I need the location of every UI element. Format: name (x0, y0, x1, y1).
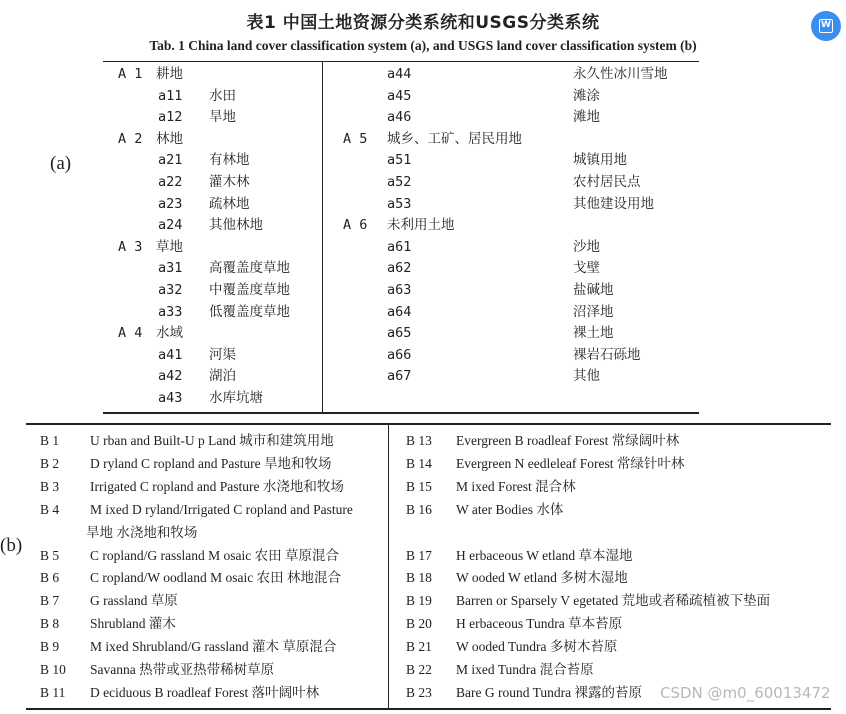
class-name: M ixed Forest 混合林 (456, 478, 576, 494)
watermark: CSDN @m0_60013472 (660, 684, 831, 702)
class-code: a45 (387, 87, 412, 104)
class-name: 灌木林 (209, 174, 250, 190)
class-name: 城镇用地 (573, 152, 627, 169)
class-code: B 23 (406, 684, 432, 700)
class-name: 水域 (156, 325, 183, 342)
class-name: 戈壁 (573, 260, 600, 277)
class-code: B 7 (40, 593, 60, 609)
class-name: D ryland C ropland and Pasture 旱地和牧场 (90, 455, 332, 471)
table-b-row (396, 658, 831, 681)
class-name: 滩涂 (573, 87, 600, 104)
class-name: Savanna 热带或亚热带稀树草原 (90, 662, 275, 677)
class-name: M ixed Tundra 混合苔原 (456, 662, 594, 677)
table-a-row (103, 172, 699, 193)
column-divider (388, 425, 389, 708)
class-code: B 3 (40, 478, 60, 494)
class-name: 水库坑塘 (209, 390, 263, 406)
class-name: M ixed Shrubland/G rassland 灌木 草原混合 (90, 639, 337, 655)
class-name: C ropland/W oodland M osaic 农田 林地混合 (90, 570, 341, 586)
table-b-row (26, 658, 386, 681)
table-b-row (26, 544, 386, 567)
class-code: B 8 (40, 616, 60, 632)
class-code: B 22 (406, 662, 432, 677)
table-b-row (396, 544, 831, 567)
class-name: 其他 (573, 368, 600, 385)
class-name: 草地 (156, 238, 183, 255)
table-b-row (396, 521, 831, 544)
class-name: 未利用土地 (387, 217, 455, 234)
class-code: a66 (387, 346, 412, 363)
class-code: a31 (158, 260, 183, 277)
class-code: B 10 (40, 662, 66, 677)
class-code: B 21 (406, 639, 432, 655)
table-b-row (26, 566, 386, 589)
class-code: a23 (158, 195, 183, 212)
class-code: a11 (158, 87, 183, 104)
table-a-row (103, 194, 699, 215)
class-code: a24 (158, 217, 183, 234)
class-code: B 18 (406, 570, 432, 586)
class-name: 沼泽地 (573, 303, 614, 320)
table-a-row (103, 280, 699, 301)
class-code: B 20 (406, 616, 432, 632)
class-code: a41 (158, 346, 183, 363)
class-code: a64 (387, 303, 412, 320)
class-name: 其他建设用地 (573, 195, 654, 212)
table-b-row (396, 452, 831, 475)
table-a-row (103, 86, 699, 107)
table-b-row (396, 566, 831, 589)
class-name: Bare G round Tundra 裸露的苔原 (456, 684, 642, 700)
class-name: H erbaceous Tundra 草本苔原 (456, 616, 623, 632)
class-name: 其他林地 (209, 217, 263, 234)
table-b-row (26, 521, 386, 544)
label-a: (a) (50, 153, 72, 174)
class-name: 中覆盖度草地 (209, 282, 290, 298)
class-code: a12 (158, 109, 183, 126)
class-name: 永久性冰川雪地 (573, 66, 668, 82)
class-code: a67 (387, 368, 412, 385)
class-code: A 5 (343, 130, 368, 147)
class-name: H erbaceous W etland 草本湿地 (456, 547, 633, 563)
class-code: B 4 (40, 501, 60, 517)
class-name: 农村居民点 (573, 174, 641, 190)
table-a-row (103, 237, 699, 258)
class-code: a52 (387, 174, 412, 190)
table-b-row (396, 612, 831, 635)
class-name: 裸土地 (573, 325, 614, 342)
class-name: 河渠 (209, 346, 236, 363)
class-name: U rban and Built-U p Land 城市和建筑用地 (90, 433, 334, 448)
class-name: G rassland 草原 (90, 593, 178, 609)
table-b-row (26, 429, 386, 452)
class-name: 水田 (209, 87, 236, 104)
class-name: 高覆盖度草地 (209, 260, 290, 277)
class-name: W ooded Tundra 多树木苔原 (456, 639, 618, 655)
word-icon[interactable] (811, 11, 841, 41)
table-b (26, 423, 831, 710)
class-name: Shrubland 灌木 (90, 616, 176, 632)
class-code: B 9 (40, 639, 60, 655)
table-b-row (396, 498, 831, 521)
table-a-row (103, 302, 699, 323)
table-b-row (26, 452, 386, 475)
class-name: 有林地 (209, 152, 250, 169)
class-name: 滩地 (573, 109, 600, 126)
class-code: B 11 (40, 684, 66, 700)
table-b-row (396, 429, 831, 452)
table-b-row (26, 475, 386, 498)
class-code: a62 (387, 260, 412, 277)
table-a-row (103, 366, 699, 387)
class-name: Irrigated C ropland and Pasture 水浇地和牧场 (90, 478, 344, 494)
word-icon-glyph: W (819, 19, 833, 33)
table-a-row (103, 64, 699, 85)
class-name: W ater Bodies 水体 (456, 501, 564, 517)
class-name: 低覆盖度草地 (209, 303, 290, 320)
class-code: a33 (158, 303, 183, 320)
class-name: 林地 (156, 130, 183, 147)
table-b-row (26, 681, 386, 704)
class-name: 疏林地 (209, 195, 250, 212)
class-name: 裸岩石砾地 (573, 346, 641, 363)
class-code: a22 (158, 174, 183, 190)
table-b-row (26, 589, 386, 612)
table-title-english: Tab. 1 China land cover classification system (a), and USGS land cover classification system (b) (149, 38, 697, 53)
class-code: a42 (158, 368, 183, 385)
class-code: B 13 (406, 433, 432, 448)
table-b-row (26, 498, 386, 521)
class-code: A 3 (118, 238, 143, 255)
class-name: Barren or Sparsely V egetated 荒地或者稀疏植被下垫面 (456, 593, 771, 609)
label-b: (b) (0, 535, 23, 556)
class-code: A 2 (118, 130, 143, 147)
class-code: A 6 (343, 217, 368, 234)
class-code: A 1 (118, 66, 143, 82)
class-code: B 19 (406, 593, 432, 609)
class-name: 沙地 (573, 238, 600, 255)
class-code: B 2 (40, 455, 60, 471)
table-b-row (396, 589, 831, 612)
class-code: B 17 (406, 547, 432, 563)
class-code: B 16 (406, 501, 432, 517)
class-name: 湖泊 (209, 368, 236, 385)
table-a-row (103, 215, 699, 236)
class-code: a61 (387, 238, 412, 255)
class-name: 城乡、工矿、居民用地 (387, 130, 522, 147)
table-a-row (103, 258, 699, 279)
class-code: B 6 (40, 570, 60, 586)
class-code: a32 (158, 282, 183, 298)
table-a-row (103, 345, 699, 366)
class-code: a65 (387, 325, 412, 342)
class-name: 旱地 (209, 109, 236, 126)
table-b-row (26, 612, 386, 635)
class-code: B 15 (406, 478, 432, 494)
class-code: B 1 (40, 433, 60, 448)
table-title-chinese: 表1 中国土地资源分类系统和USGS分类系统 (246, 13, 600, 33)
class-code: B 5 (40, 547, 60, 563)
table-a-row (103, 323, 699, 344)
table-b-row (26, 635, 386, 658)
class-code: B 14 (406, 455, 432, 471)
class-code: a46 (387, 109, 412, 126)
class-code: a51 (387, 152, 412, 169)
class-name: 耕地 (156, 66, 183, 82)
class-code: a21 (158, 152, 183, 169)
class-code: a63 (387, 282, 412, 298)
table-a-row (103, 388, 699, 409)
class-name: W ooded W etland 多树木湿地 (456, 570, 628, 586)
class-name: Evergreen B roadleaf Forest 常绿阔叶林 (456, 433, 680, 448)
table-b-row (396, 475, 831, 498)
class-name: D eciduous B roadleaf Forest 落叶阔叶林 (90, 684, 320, 700)
table-a-row (103, 107, 699, 128)
class-name: 旱地 水浇地和牧场 (86, 524, 198, 540)
class-name: C ropland/G rassland M osaic 农田 草原混合 (90, 547, 339, 563)
class-name: Evergreen N eedleleaf Forest 常绿针叶林 (456, 455, 685, 471)
class-name: M ixed D ryland/Irrigated C ropland and Pasture (90, 501, 353, 517)
class-code: a53 (387, 195, 412, 212)
class-code: a44 (387, 66, 412, 82)
class-code: a43 (158, 390, 183, 406)
table-a (103, 61, 699, 414)
table-b-row (396, 635, 831, 658)
class-code: A 4 (118, 325, 143, 342)
table-a-row (103, 150, 699, 171)
table-a-row (103, 129, 699, 150)
class-name: 盐碱地 (573, 282, 614, 298)
